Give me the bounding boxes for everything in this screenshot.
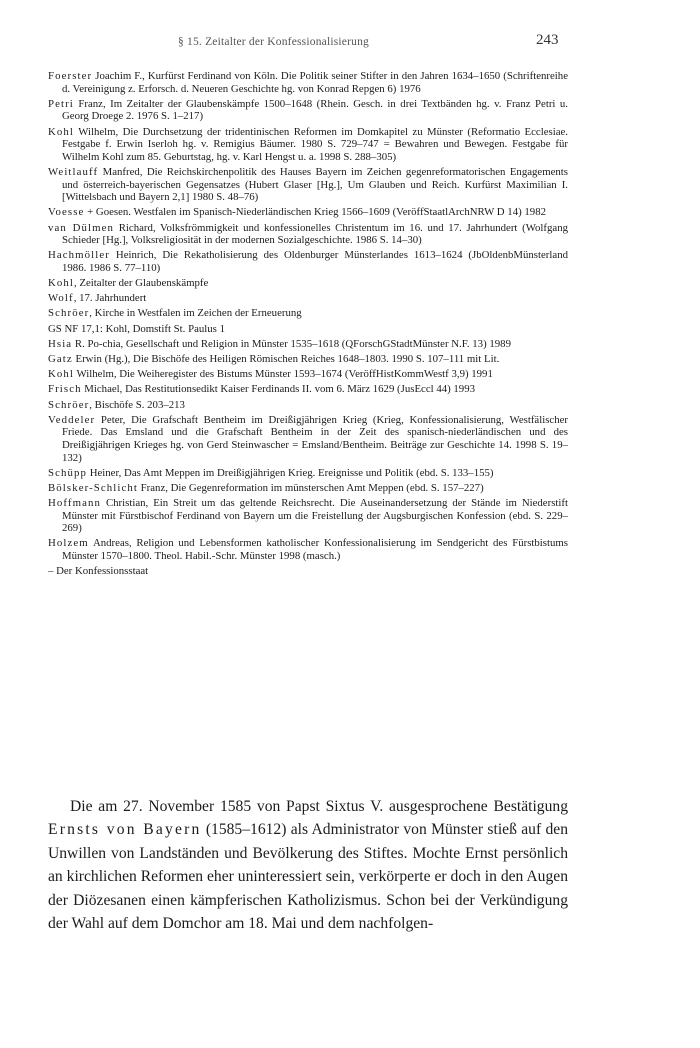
entry-text: , Bischöfe S. 203–213	[89, 398, 185, 411]
author-name: Foerster	[48, 70, 93, 82]
entry-text: Christian, Ein Streit um das geltende Reichsrecht. Die Auseinandersetzung der Stände im Niederstift Münster mit Fürstbischof Ferdinand von Bayern um die Freistellung der Augsburgischen Konfession (ebd. S. 229–269)	[62, 497, 568, 535]
entry-text: Andreas, Religion und Lebensformen katholischer Konfessionalisierung im Sendgericht des Fürstbistums Münster 1570–1800. Theol. Habil.-Schr. Münster 1998 (masch.)	[62, 537, 568, 563]
author-name: Wolf	[48, 292, 74, 305]
author-name: Petri	[48, 97, 74, 110]
author-name: Frisch	[48, 383, 82, 396]
bibliography-entry	[48, 98, 568, 123]
entry-text: Richard, Volksfrömmigkeit und konfessionelles Christentum im 16. und 17. Jahrhundert (Wolfgang Schieder [Hg.], Volksreligiosität in der modernen Sozialgeschichte. 1986 S. 14–30)	[62, 221, 569, 247]
author-name: Hachmöller	[48, 249, 110, 262]
entry-text: , Kirche in Westfalen im Zeichen der Erneuerung	[89, 307, 302, 320]
author-name: Hsia	[48, 337, 73, 350]
bibliography-entry	[48, 414, 568, 464]
author-name: Holzem	[48, 537, 89, 550]
entry-text: R. Po-chia, Gesellschaft und Religion in Münster 1535–1618 (QForschGStadtMünster N.F. 13) 1989	[72, 337, 511, 350]
bibliography-entry	[48, 482, 568, 495]
entry-text: Franz, Die Gegenreformation im münsterschen Amt Meppen (ebd. S. 157–227)	[137, 481, 484, 494]
author-name: Veddeler	[48, 413, 96, 426]
bibliography-entry	[48, 277, 568, 290]
author-name: Hoffmann	[48, 497, 101, 510]
bibliography-entry	[48, 126, 568, 164]
author-name: Schröer	[48, 398, 90, 411]
running-head: § 15. Zeitalter der Konfessionalisierung	[178, 36, 369, 48]
author-name: Kohl	[48, 368, 74, 381]
bibliography-entry	[48, 323, 568, 336]
person-name-spaced: Ernsts von Bayern	[48, 821, 202, 839]
bibliography-entry	[48, 353, 568, 366]
bibliography-entry	[48, 166, 568, 204]
bibliography-entry	[48, 222, 568, 247]
bibliography-entry	[48, 368, 568, 381]
body-text-start: Die am 27. November 1585 von Papst Sixtus V. ausgesprochene Bestätigung	[70, 798, 568, 815]
body-text-rest: (1585–1612) als Administrator von Münster stieß auf den Unwillen von Landständen und Bevölkerung des Stiftes. Mochte Ernst persönlich an kirchlichen Reformen eher uninteressiert sein, verkörperte er doch in den Augen der Diözesanen einen kämpferischen Katholizismus. Schon bei der Verkündigung der Wahl auf dem Domchor am 18. Mai und dem nachfolgen-	[48, 821, 568, 933]
bibliography-entry	[48, 399, 568, 412]
entry-text: Joachim F., Kurfürst Ferdinand von Köln. Die Politik seiner Stifter in den Jahren 1634–1650 (Schriftenreihe d. Vereinigung z. Erforsch. d. Neueren Geschichte hg. von Konrad Repgen 6) 1976	[62, 70, 568, 95]
entry-text: , 17. Jahrhundert	[73, 292, 147, 305]
entry-text: , Zeitalter der Glaubenskämpfe	[74, 277, 209, 290]
author-name: Kohl	[48, 277, 74, 290]
entry-text: Wilhelm, Die Durchsetzung der tridentinischen Reformen im Domkapitel zu Münster (Reformatio Ecclesiae. Festgabe f. Erwin Iserloh hg. v. Remigius Bäumer. 1980 S. 729–747 = Bewahren und Bewegen. Festgabe für Wilhelm Kohl zum 85. Geburtstag, hg. v. Karl Hengst u. a. 1998 S. 288–305)	[62, 125, 568, 163]
entry-text: Michael, Das Restitutionsedikt Kaiser Ferdinands II. vom 6. März 1629 (JusEccl 44) 1993	[81, 383, 476, 396]
entry-text: Erwin (Hg.), Die Bischöfe des Heiligen Römischen Reiches 1648–1803. 1990 S. 107–111 mit Lit.	[72, 353, 500, 365]
author-name: Weitlauff	[48, 165, 99, 178]
author-name: van Dülmen	[48, 221, 115, 234]
bibliography-entry	[48, 70, 568, 95]
bibliography-entry	[48, 307, 568, 320]
entry-text: GS NF 17,1: Kohl, Domstift St. Paulus 1	[48, 322, 225, 335]
entry-text: – Der Konfessionsstaat	[48, 565, 149, 578]
entry-text: Peter, Die Grafschaft Bentheim im Dreißigjährigen Krieg (Krieg, Konfessionalisierung, Westfälischer Friede. Das Emsland und die Grafschaft Bentheim in der Zeit des spanisch-niederländischen und des Dreißigjährigen Krieges hg. von Gerd Steinwascher = Emsland/Bentheim. Beiträge zur Geschichte 14. 1998 S. 19–132)	[62, 413, 568, 464]
bibliography-entry	[48, 292, 568, 305]
bibliography-entry	[48, 537, 568, 562]
page-number: 243	[536, 32, 559, 48]
bibliography-entry	[48, 467, 568, 480]
bibliography-entry	[48, 497, 568, 535]
bibliography-entry	[48, 565, 568, 578]
author-name: Schröer	[48, 307, 90, 320]
body-paragraph	[48, 795, 568, 935]
entry-text: Heiner, Das Amt Meppen im Dreißigjährigen Krieg. Ereignisse und Politik (ebd. S. 133–155)	[87, 466, 494, 479]
author-name: Voesse	[48, 206, 85, 219]
author-name: Kohl	[48, 125, 74, 138]
entry-text: Franz, Im Zeitalter der Glaubenskämpfe 1500–1648 (Rhein. Gesch. in drei Textbänden hg. v. Franz Petri u. Georg Droege 2. 1976 S. 1–217)	[62, 97, 568, 123]
entry-text: Wilhelm, Die Weiheregister des Bistums Münster 1593–1674 (VeröffHistKommWestf 3,9) 1991	[74, 368, 493, 381]
bibliography-entry	[48, 383, 568, 396]
bibliography-entry	[48, 338, 568, 351]
entry-text: + Goesen. Westfalen im Spanisch-Niederländischen Krieg 1566–1609 (VeröffStaatlArchNRW D 14) 1982	[84, 206, 546, 219]
author-name: Gatz	[48, 353, 73, 365]
author-name: Schüpp	[48, 466, 87, 479]
entry-text: Heinrich, Die Rekatholisierung des Oldenburger Münsterlandes 1613–1624 (JbOldenbMünsterland 1986. 1986 S. 77–110)	[62, 249, 568, 274]
entry-text: Manfred, Die Reichskirchenpolitik des Hauses Bayern im Zeichen gegenreformatorischen Engagements und österreich-bayerischen Gegensatzes (Hubert Glaser [Hg.], Um Glauben und Reich. Kurfürst Maximilian I. [Wittelsbach und Bayern 2,1] 1980 S. 48–76)	[62, 165, 568, 204]
bibliography-entry	[48, 206, 568, 219]
bibliography-list	[48, 70, 568, 580]
author-name: Bölsker-Schlicht	[48, 481, 138, 494]
bibliography-entry	[48, 249, 568, 274]
